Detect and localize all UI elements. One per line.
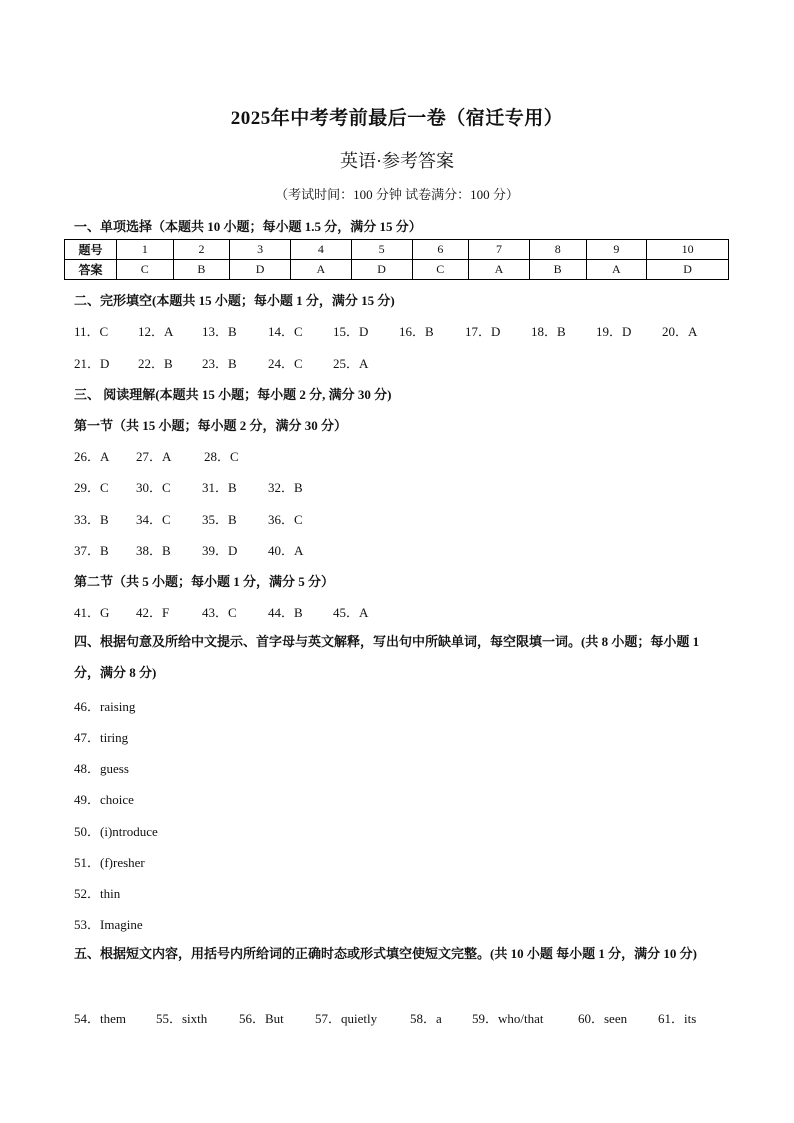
- answer-item: 30．C: [136, 480, 171, 495]
- answer-item: 49．choice: [74, 792, 134, 807]
- answer-item: 33．B: [74, 512, 109, 527]
- table-cell: 8: [529, 240, 586, 260]
- answer-item: 37．B: [74, 543, 109, 558]
- table-cell: 4: [291, 240, 352, 260]
- answer-item: 52．thin: [74, 886, 121, 901]
- answer-item: 50．(i)ntroduce: [74, 824, 158, 839]
- answer-item: 15．D: [333, 324, 369, 339]
- answer-item: 27．A: [136, 449, 172, 464]
- table-row-numbers: [65, 240, 729, 260]
- table-cell: B: [529, 260, 586, 280]
- table-cell: A: [291, 260, 352, 280]
- answer-item: 53．Imagine: [74, 917, 143, 932]
- table-row-label: 答案: [65, 260, 117, 280]
- section3-part1-heading: 第一节（共 15 小题；每小题 2 分，满分 30 分）: [74, 418, 348, 433]
- answer-item: 34．C: [136, 512, 171, 527]
- answer-item: 39．D: [202, 543, 238, 558]
- table-cell: 3: [230, 240, 291, 260]
- table-cell: D: [351, 260, 412, 280]
- answer-item: 55．sixth: [156, 1011, 208, 1026]
- answer-item: 40．A: [268, 543, 304, 558]
- answer-item: 58．a: [410, 1011, 442, 1026]
- table-cell: 5: [351, 240, 412, 260]
- answer-item: 35．B: [202, 512, 237, 527]
- table-cell: 2: [173, 240, 230, 260]
- section3-part2-heading: 第二节（共 5 小题；每小题 1 分，满分 5 分）: [74, 574, 335, 589]
- table-cell: C: [412, 260, 469, 280]
- answer-item: 19．D: [596, 324, 632, 339]
- answer-item: 20．A: [662, 324, 698, 339]
- answer-item: 17．D: [465, 324, 501, 339]
- answer-item: 41．G: [74, 605, 110, 620]
- table-cell: A: [469, 260, 530, 280]
- answer-item: 11．C: [74, 324, 109, 339]
- section4-heading: 四、根据句意及所给中文提示、首字母与英文解释，写出句中所缺单词，每空限填一词。(共 8 小题；每小题 1 分，满分 8 分): [74, 634, 700, 680]
- answer-item: 21．D: [74, 356, 110, 371]
- table-row-answers: [65, 260, 729, 280]
- answer-item: 23．B: [202, 356, 237, 371]
- answer-item: 43．C: [202, 605, 237, 620]
- section5-heading: 五、根据短文内容，用括号内所给词的正确时态或形式填空使短文完整。(共 10 小题 每小题 1 分，满分 10 分): [74, 946, 697, 961]
- exam-note: （考试时间：100 分钟 试卷满分：100 分）: [275, 187, 519, 202]
- answer-item: 22．B: [138, 356, 173, 371]
- table-cell: B: [173, 260, 230, 280]
- answer-item: 31．B: [202, 480, 237, 495]
- section3-heading: 三、 阅读理解(本题共 15 小题；每小题 2 分, 满分 30 分): [74, 387, 392, 402]
- answer-item: 14．C: [268, 324, 303, 339]
- table-cell: C: [117, 260, 174, 280]
- answer-item: 44．B: [268, 605, 303, 620]
- answer-item: 28．C: [204, 449, 239, 464]
- table-cell: A: [586, 260, 647, 280]
- answer-item: 12．A: [138, 324, 174, 339]
- answer-item: 45．A: [333, 605, 369, 620]
- answer-item: 56．But: [239, 1011, 284, 1026]
- answer-item: 18．B: [531, 324, 566, 339]
- table-cell: D: [647, 260, 729, 280]
- table-cell: 10: [647, 240, 729, 260]
- table-cell: 9: [586, 240, 647, 260]
- answer-item: 36．C: [268, 512, 303, 527]
- answer-item: 46．raising: [74, 699, 136, 714]
- section1-heading: 一、单项选择（本题共 10 小题；每小题 1.5 分，满分 15 分）: [74, 219, 422, 234]
- table-cell: D: [230, 260, 291, 280]
- answer-item: 60．seen: [578, 1011, 628, 1026]
- answer-item: 29．C: [74, 480, 109, 495]
- table-cell: 6: [412, 240, 469, 260]
- answer-item: 32．B: [268, 480, 303, 495]
- table-row-label: 题号: [65, 240, 117, 260]
- answer-item: 57．quietly: [315, 1011, 378, 1026]
- answer-item: 48．guess: [74, 761, 129, 776]
- table-cell: 7: [469, 240, 530, 260]
- answer-item: 42．F: [136, 605, 170, 620]
- answer-item: 26．A: [74, 449, 110, 464]
- page-title: 2025年中考考前最后一卷（宿迁专用）: [230, 108, 564, 129]
- answer-item: 54．them: [74, 1011, 126, 1026]
- answer-item: 24．C: [268, 356, 303, 371]
- answer-item: 61．its: [658, 1011, 697, 1026]
- answer-item: 16．B: [399, 324, 434, 339]
- answer-item: 51．(f)resher: [74, 855, 145, 870]
- answer-table: [64, 239, 729, 280]
- answer-item: 25．A: [333, 356, 369, 371]
- answer-item: 59．who/that: [472, 1011, 544, 1026]
- answer-item: 13．B: [202, 324, 237, 339]
- answer-item: 47．tiring: [74, 730, 129, 745]
- section2-heading: 二、完形填空(本题共 15 小题；每小题 1 分，满分 15 分): [74, 293, 395, 308]
- table-cell: 1: [117, 240, 174, 260]
- page-subtitle: 英语·参考答案: [340, 151, 454, 171]
- answer-item: 38．B: [136, 543, 171, 558]
